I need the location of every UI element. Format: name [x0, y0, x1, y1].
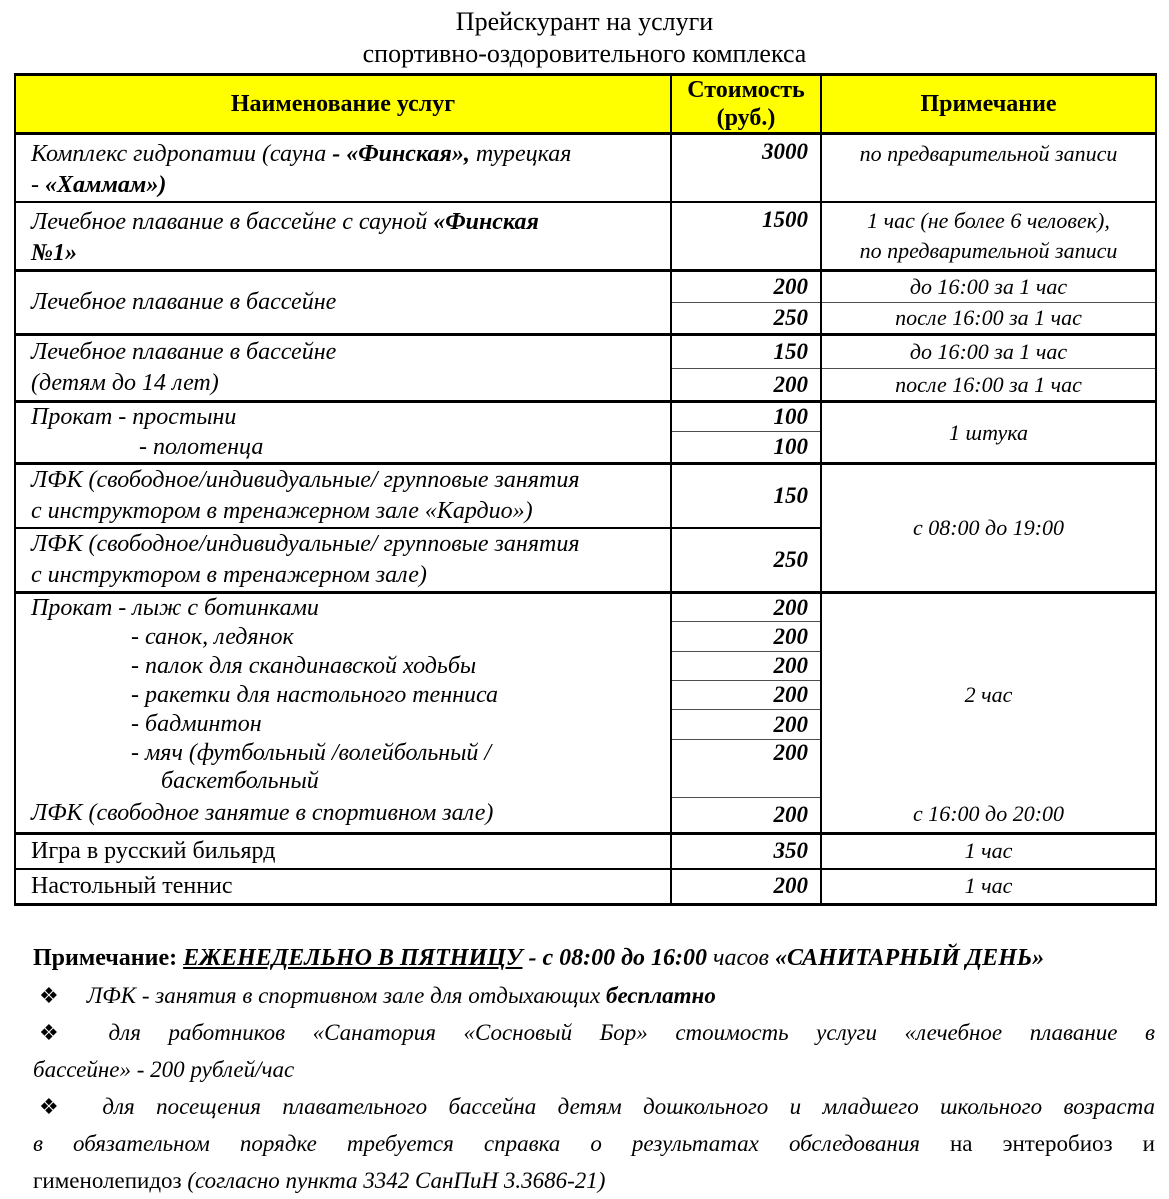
price-swim-after16: 250: [671, 303, 821, 335]
column-header-note: Примечание: [821, 75, 1156, 134]
service-name-line: Лечебное плавание в бассейне с сауной «Финская: [31, 209, 539, 235]
diamond-bullet-icon: ❖: [39, 1020, 81, 1045]
price-rent-towels: 100: [671, 432, 821, 464]
row-billiards: [15, 834, 1156, 869]
page-title-line2: спортивно-оздоровительного комплекса: [362, 39, 807, 68]
service-name-line: - палок для скандинавской ходьбы: [131, 653, 477, 679]
price-swim-before16: 200: [671, 271, 821, 303]
row-swim-kids-before16: [15, 335, 1156, 369]
footnote-text: для работников «Санатория «Сосновый Бор» стоимость услуги «лечебное плавание в: [108, 1020, 1155, 1045]
service-name-line: баскетбольный: [161, 768, 319, 794]
page-title: [0, 6, 1169, 70]
service-name-line: Прокат - лыж с ботинками: [31, 595, 319, 621]
column-header-cost: [671, 75, 821, 134]
service-name-billiards: Игра в русский бильярд: [15, 834, 671, 869]
service-name-line: ЛФК (свободное занятие в спортивном зале): [31, 800, 494, 826]
price-rent-badminton: 200: [671, 710, 821, 739]
page-title-line1: Прейскурант на услуги: [455, 7, 714, 36]
table-header-row: [15, 75, 1156, 134]
price-table-tennis: 200: [671, 869, 821, 905]
note-rent-sport-hours: 2 час: [964, 682, 1013, 707]
service-name-line: - ракетки для настольного тенниса: [131, 682, 499, 708]
note-lfk-shared: с 08:00 до 19:00: [821, 464, 1156, 593]
price-billiards: 350: [671, 834, 821, 869]
service-name-swim-kids: [15, 335, 671, 402]
price-lfk-cardio: 150: [671, 464, 821, 529]
service-name-line: Комплекс гидропатии (сауна - «Финская», турецкая: [31, 141, 572, 167]
price-swim-kids-after16: 200: [671, 369, 821, 402]
footnotes: [33, 940, 1155, 1199]
price-hydropathy: 3000: [671, 134, 821, 203]
service-name-line: - «Хаммам»): [31, 172, 167, 198]
service-name-swim: Лечебное плавание в бассейне: [15, 271, 671, 335]
note-swim-after16: после 16:00 за 1 час: [821, 303, 1156, 335]
note-swim-before16: до 16:00 за 1 час: [821, 271, 1156, 303]
row-rent-skis: [15, 593, 1156, 622]
price-swim-kids-before16: 150: [671, 335, 821, 369]
row-rent-sheets: [15, 402, 1156, 432]
service-name-line: №1»: [31, 240, 77, 266]
service-name-lfk-gym: [15, 528, 671, 593]
price-rent-sheets: 100: [671, 402, 821, 432]
price-table: [14, 73, 1157, 906]
note-swim-kids-before16: до 16:00 за 1 час: [821, 335, 1156, 369]
service-name-line: с инструктором в тренажерном зале): [31, 562, 427, 588]
price-rent-sleds: 200: [671, 622, 821, 651]
note-swim-kids-after16: после 16:00 за 1 час: [821, 369, 1156, 402]
service-name-line: - полотенца: [139, 434, 264, 460]
service-name-line: (детям до 14 лет): [31, 370, 219, 396]
footnote-heading: Примечание: ЕЖЕНЕДЕЛЬНО В ПЯТНИЦУ - с 08:00 до 16:00 часов «САНИТАРНЫЙ ДЕНЬ»: [33, 945, 1045, 971]
note-rent-sport: [821, 593, 1156, 834]
service-name-line: с инструктором в тренажерном зале «Кардио»): [31, 498, 533, 524]
service-name-line: - мяч (футбольный /волейбольный /: [131, 740, 492, 766]
note-hydropathy: по предварительной записи: [859, 141, 1118, 166]
service-name-rent-linen: [15, 402, 671, 464]
price-rent-skis: 200: [671, 593, 821, 622]
row-swim-sauna: [15, 202, 1156, 271]
note-line: по предварительной записи: [859, 238, 1118, 263]
footnote-text: бассейне» - 200 рублей/час: [33, 1057, 295, 1082]
service-name-hydropathy: [15, 134, 671, 203]
price-swim-sauna: 1500: [671, 202, 821, 271]
note-lfk-sporthall: с 16:00 до 20:00: [912, 801, 1065, 826]
footnote-bullet-lfk-free: [33, 977, 1155, 1014]
service-name-table-tennis: Настольный теннис: [15, 869, 671, 905]
footnote-text: ЛФК - занятия в спортивном зале для отдыхающих бесплатно: [86, 983, 716, 1008]
price-rent-rackets: 200: [671, 681, 821, 710]
note-billiards: 1 час: [821, 834, 1156, 869]
row-table-tennis: [15, 869, 1156, 905]
service-name-line: - санок, ледянок: [131, 624, 294, 650]
row-lfk-cardio: [15, 464, 1156, 529]
footnote-bullet-staff-price: [33, 1014, 1155, 1088]
note-table-tennis: 1 час: [821, 869, 1156, 905]
service-name-line: ЛФК (свободное/индивидуальные/ групповые занятия: [31, 467, 580, 493]
service-name-line: Лечебное плавание в бассейне: [31, 339, 337, 365]
service-name-line: Прокат - простыни: [31, 404, 237, 430]
footnote-text: гименолепидоз (согласно пункта 3342 СанПиН 3.3686-21): [33, 1168, 606, 1193]
footnote-text: в обязательном порядке требуется справка о результатах обследования на энтеробиоз и: [33, 1131, 1155, 1156]
service-name-line: ЛФК (свободное/индивидуальные/ групповые занятия: [31, 531, 580, 557]
cost-header-line1: Стоимость: [687, 77, 805, 103]
service-name-line: - бадминтон: [131, 711, 262, 737]
price-rent-nordic-poles: 200: [671, 651, 821, 680]
note-rent-linen: 1 штука: [821, 402, 1156, 464]
price-rent-ball: 200: [671, 739, 821, 797]
column-header-services: Наименование услуг: [15, 75, 671, 134]
row-swim-before16: [15, 271, 1156, 303]
note-line: 1 час (не более 6 человек),: [867, 208, 1110, 233]
price-lfk-gym: 250: [671, 528, 821, 593]
footnote-text: для посещения плавательного бассейна детям дошкольного и младшего школьного возраста: [102, 1094, 1155, 1119]
cost-header-line2: (руб.): [716, 105, 776, 131]
note-swim-sauna: [821, 202, 1156, 271]
footnote-bullet-children-certificate: [33, 1088, 1155, 1199]
diamond-bullet-icon: ❖: [39, 983, 59, 1008]
row-hydropathy: [15, 134, 1156, 203]
service-name-rent-sport: [15, 593, 671, 834]
diamond-bullet-icon: ❖: [39, 1094, 75, 1119]
service-name-lfk-cardio: [15, 464, 671, 529]
note-rent-sport-layout: [822, 594, 1155, 832]
price-lfk-sporthall: 200: [671, 797, 821, 834]
service-name-swim-sauna: [15, 202, 671, 271]
